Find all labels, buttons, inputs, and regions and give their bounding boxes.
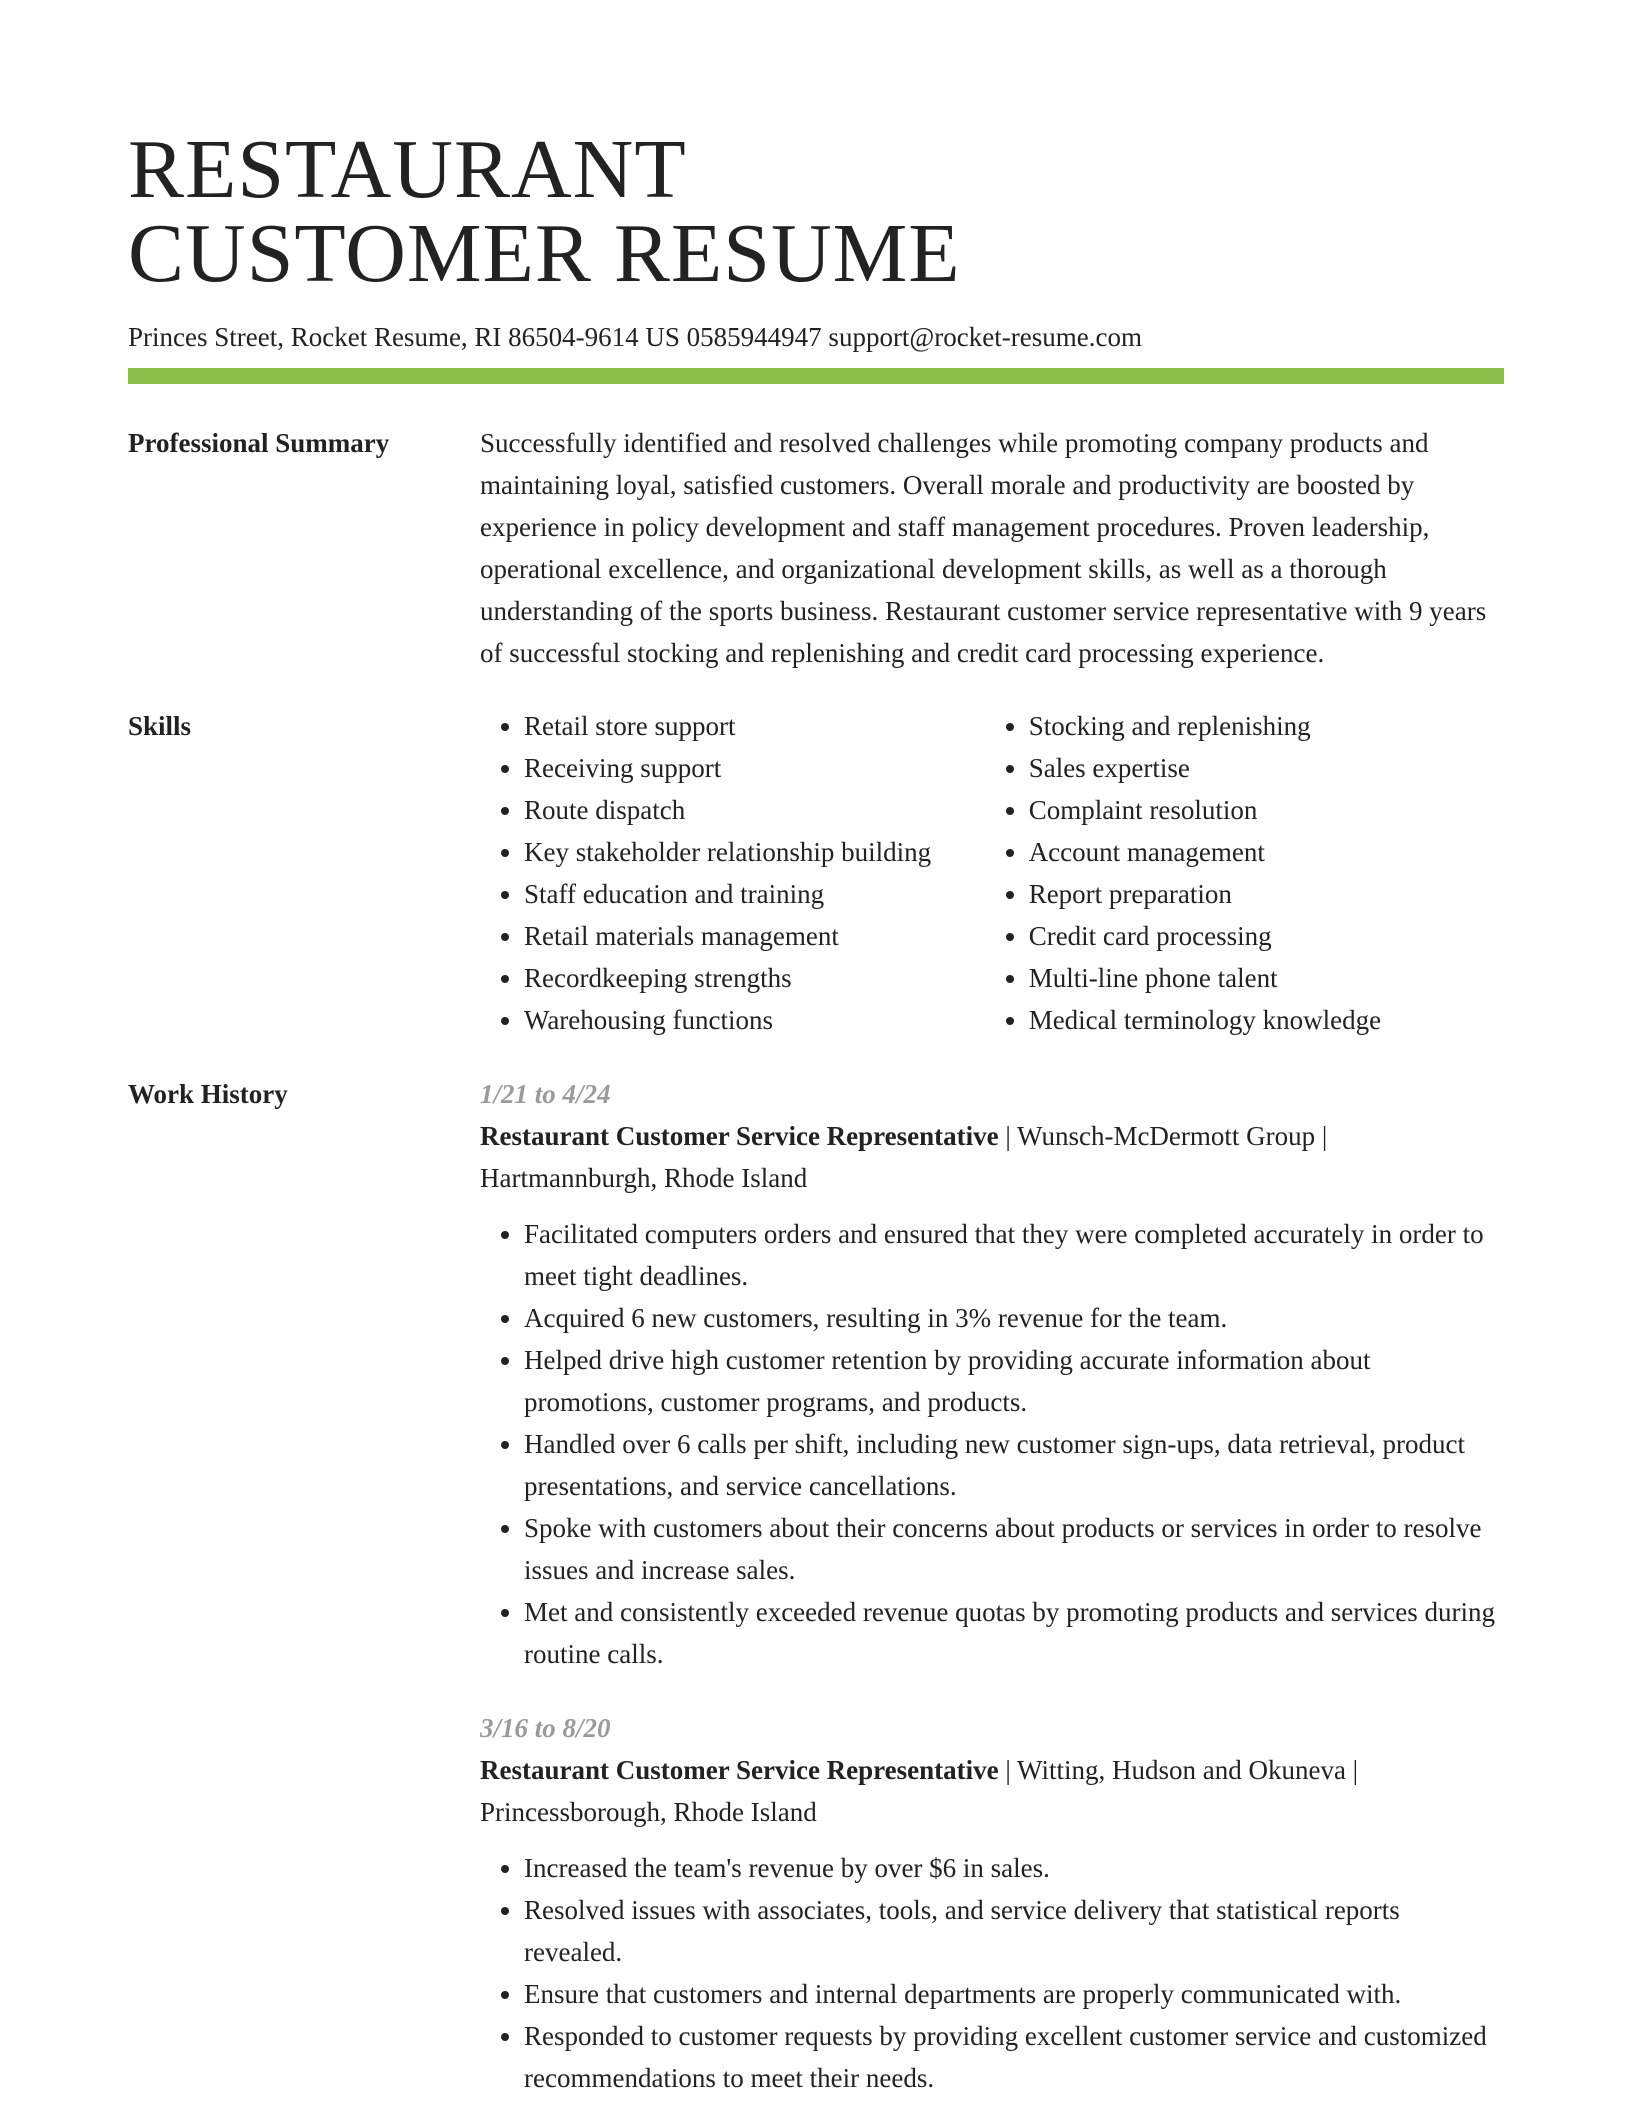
job-bullet: • Resolved issues with associates, tools, and service delivery that statistical reports revealed. bbox=[524, 1889, 1504, 1973]
skill-item: • Credit card processing bbox=[1029, 915, 1504, 957]
skill-item: • Sales expertise bbox=[1029, 747, 1504, 789]
skill-item: • Receiving support bbox=[524, 747, 985, 789]
accent-divider bbox=[128, 368, 1504, 384]
resume-title bbox=[128, 123, 1504, 300]
work-history-body bbox=[480, 1073, 1504, 2099]
skill-item: • Retail store support bbox=[524, 705, 985, 747]
job-title: Restaurant Customer Service Representative bbox=[480, 1755, 999, 1785]
skill-item: • Recordkeeping strengths bbox=[524, 957, 985, 999]
title-line-1: RESTAURANT bbox=[128, 123, 687, 216]
job-heading bbox=[480, 1749, 1504, 1833]
skill-item: • Retail materials management bbox=[524, 915, 985, 957]
skill-item: • Key stakeholder relationship building bbox=[524, 831, 985, 873]
skill-item: • Staff education and training bbox=[524, 873, 985, 915]
job-employer-location: | Wunsch-McDermott Group | Hartmannburgh, Rhode Island bbox=[480, 1121, 1328, 1193]
job-bullet-list bbox=[480, 1847, 1504, 2099]
skill-item: • Warehousing functions bbox=[524, 999, 985, 1041]
summary-body bbox=[480, 422, 1504, 674]
summary-label: Professional Summary bbox=[128, 428, 390, 458]
job-dates: 3/16 to 8/20 bbox=[480, 1713, 611, 1743]
summary-text: Successfully identified and resolved challenges while promoting company products and maintaining loyal, satisfied customers. Overall morale and productivity are boosted by experience in policy development and staff management procedures. Proven leadership, operational excellence, and organizational development skills, as well as a thorough understanding of the sports business. Restaurant customer service representative with 9 years of successful stocking and replenishing and credit card processing experience. bbox=[480, 428, 1487, 668]
job-bullet: • Ensure that customers and internal departments are properly communicated with. bbox=[524, 1973, 1504, 2015]
job-bullet: • Spoke with customers about their concerns about products or services in order to resolve issues and increase sales. bbox=[524, 1507, 1504, 1591]
job-bullet: • Facilitated computers orders and ensured that they were completed accurately in order to meet tight deadlines. bbox=[524, 1213, 1504, 1297]
job-bullet: • Handled over 6 calls per shift, including new customer sign-ups, data retrieval, product presentations, and service cancellations. bbox=[524, 1423, 1504, 1507]
job-entry bbox=[480, 1707, 1504, 2099]
skill-item: • Multi-line phone talent bbox=[1029, 957, 1504, 999]
skill-item: • Route dispatch bbox=[524, 789, 985, 831]
job-bullet: • Met and consistently exceeded revenue quotas by promoting products and services during routine calls. bbox=[524, 1591, 1504, 1675]
skills-body bbox=[480, 705, 1504, 1041]
resume-page bbox=[128, 120, 1504, 2099]
skill-item: • Stocking and replenishing bbox=[1029, 705, 1504, 747]
job-bullet-list bbox=[480, 1213, 1504, 1675]
summary-section bbox=[128, 422, 1504, 674]
title-line-2: CUSTOMER RESUME bbox=[128, 207, 961, 300]
job-heading bbox=[480, 1115, 1504, 1199]
skills-label: Skills bbox=[128, 711, 192, 741]
skill-item: • Account management bbox=[1029, 831, 1504, 873]
skill-item: • Report preparation bbox=[1029, 873, 1504, 915]
job-bullet: • Increased the team's revenue by over $6 in sales. bbox=[524, 1847, 1504, 1889]
skills-section bbox=[128, 705, 1504, 1041]
skills-list-column-2 bbox=[985, 705, 1504, 1041]
skills-list-column-1 bbox=[480, 705, 985, 1041]
job-bullet: • Responded to customer requests by providing excellent customer service and customized recommendations to meet their needs. bbox=[524, 2015, 1504, 2099]
skill-item: • Complaint resolution bbox=[1029, 789, 1504, 831]
job-dates: 1/21 to 4/24 bbox=[480, 1079, 611, 1109]
job-title: Restaurant Customer Service Representative bbox=[480, 1121, 999, 1151]
work-history-label: Work History bbox=[128, 1079, 288, 1109]
work-history-section bbox=[128, 1073, 1504, 2099]
job-entry bbox=[480, 1073, 1504, 1675]
job-bullet: • Acquired 6 new customers, resulting in 3% revenue for the team. bbox=[524, 1297, 1504, 1339]
job-bullet: • Helped drive high customer retention by providing accurate information about promotions, customer programs, and products. bbox=[524, 1339, 1504, 1423]
job-employer-location: | Witting, Hudson and Okuneva | Princessborough, Rhode Island bbox=[480, 1755, 1359, 1827]
contact-info: Princes Street, Rocket Resume, RI 86504-9614 US 0585944947 support@rocket-resume.com bbox=[128, 322, 1142, 352]
skill-item: • Medical terminology knowledge bbox=[1029, 999, 1504, 1041]
